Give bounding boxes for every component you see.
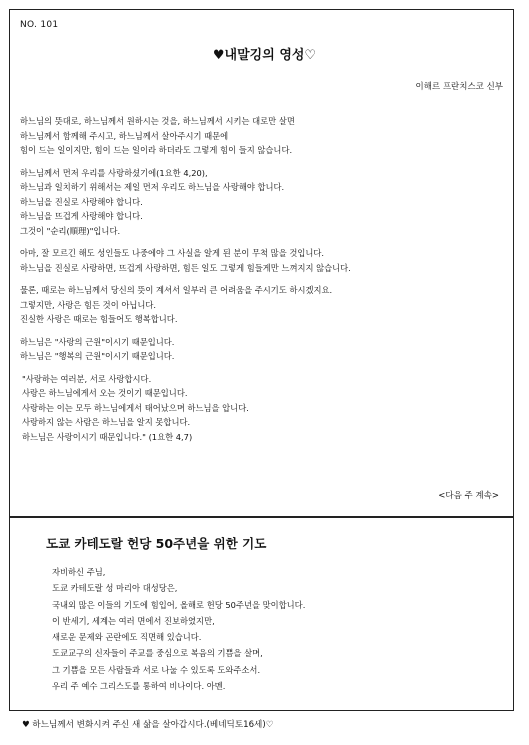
footer-quote: ♥ 하느님께서 변화시켜 주신 새 삶을 살아갑시다.(베네딕토16세)♡: [22, 720, 274, 730]
text-line: 하느님과 일치하기 위해서는 제일 먼저 우리도 하느님을 사랑해야 합니다.: [20, 182, 285, 192]
text-line: 물론, 때로는 하느님께서 당신의 뜻이 계셔서 일부러 큰 어려움을 주시기도 하시겠지요.: [20, 285, 333, 295]
author-line: 이해르 프란치스코 신부: [415, 82, 503, 92]
text-line: 아마, 잘 모르긴 해도 성인들도 나중에야 그 사실을 알게 된 분이 무척 많을 것입니다.: [20, 248, 325, 258]
text-line: 그것이 "순리(順理)"입니다.: [20, 225, 121, 236]
prayer-line: 자비하신 주님,: [52, 567, 106, 577]
text-line: 하느님은 "사랑의 근원"이시기 때문입니다.: [20, 336, 175, 347]
text-line: 하느님을 진실로 사랑하면, 뜨겁게 사랑하면, 힘든 일도 그렇게 힘들게만 느껴지지 않습니다.: [20, 262, 351, 273]
prayer-line: 그 기쁨을 모든 사람들과 서로 나눌 수 있도록 도와주소서.: [52, 664, 261, 675]
quote-line: "사랑하는 여러분, 서로 사랑합시다.: [22, 373, 152, 384]
text-line: 하느님을 뜨겁게 사랑해야 합니다.: [20, 211, 143, 221]
text-line: 하느님의 뜻대로, 하느님께서 원하시는 것을, 하느님께서 시키는 대로만 살면: [20, 116, 295, 126]
prayer-line: 새로운 문제와 곤란에도 직면해 있습니다.: [52, 632, 202, 643]
text-line: 하느님은 "행복의 근원"이시기 때문입니다.: [20, 351, 175, 361]
page-title: ♥내말깅의 영성♡: [212, 48, 317, 63]
text-line: 힘이 드는 일이지만, 힘이 드는 일이라 하더라도 그렇게 힘이 들지 않습니다.: [20, 145, 293, 155]
quote-line: 사랑은 하느님에게서 오는 것이기 때문입니다.: [22, 388, 188, 398]
text-line: 하느님께서 먼저 우리를 사랑하셨기에(1요한 4,20),: [20, 167, 208, 178]
scripture-quote: [20, 372, 510, 445]
reflection-paragraph: [20, 283, 510, 327]
quote-line: 하느님은 사랑이시기 때문입니다." (1요한 4,7): [22, 431, 193, 442]
reflection-paragraph: [20, 335, 510, 364]
reflection-paragraph: [20, 114, 510, 158]
prayer-line: 국내외 많은 이들의 기도에 힘입어, 올해로 헌당 50주년을 맞이합니다.: [52, 599, 306, 610]
prayer-body: [52, 564, 502, 694]
text-line: 그렇지만, 사랑은 힘든 것이 아닙니다.: [20, 299, 157, 310]
reflection-body: [20, 114, 510, 452]
section-divider: [9, 516, 514, 518]
issue-number: NO. 101: [20, 20, 59, 30]
prayer-line: 도쿄교구의 신자들이 주교를 중심으로 복음의 기쁨을 살며,: [52, 648, 263, 659]
reflection-paragraph: [20, 246, 510, 275]
quote-line: 사랑하지 않는 사람은 하느님을 알지 못합니다.: [22, 417, 191, 427]
prayer-line: 도쿄 카테도랄 성 마리아 대성당은,: [52, 583, 178, 594]
prayer-title: 도쿄 카테도랄 헌당 50주년을 위한 기도: [46, 536, 267, 551]
text-line: 하느님을 진실로 사랑해야 합니다.: [20, 196, 143, 207]
text-line: 하느님께서 함께해 주시고, 하느님께서 살아주시기 때문에: [20, 130, 229, 141]
prayer-line: 우리 주 예수 그리스도를 통하여 비나이다. 아멘.: [52, 681, 226, 692]
prayer-line: 이 반세기, 세계는 여러 면에서 진보하였지만,: [52, 615, 215, 626]
continued-note: <다음 주 계속>: [438, 491, 499, 501]
text-line: 진실한 사랑은 때로는 힘들어도 행복합니다.: [20, 314, 178, 324]
reflection-paragraph: [20, 166, 510, 239]
quote-line: 사랑하는 이는 모두 하느님에게서 태어났으며 하느님을 압니다.: [22, 402, 249, 413]
